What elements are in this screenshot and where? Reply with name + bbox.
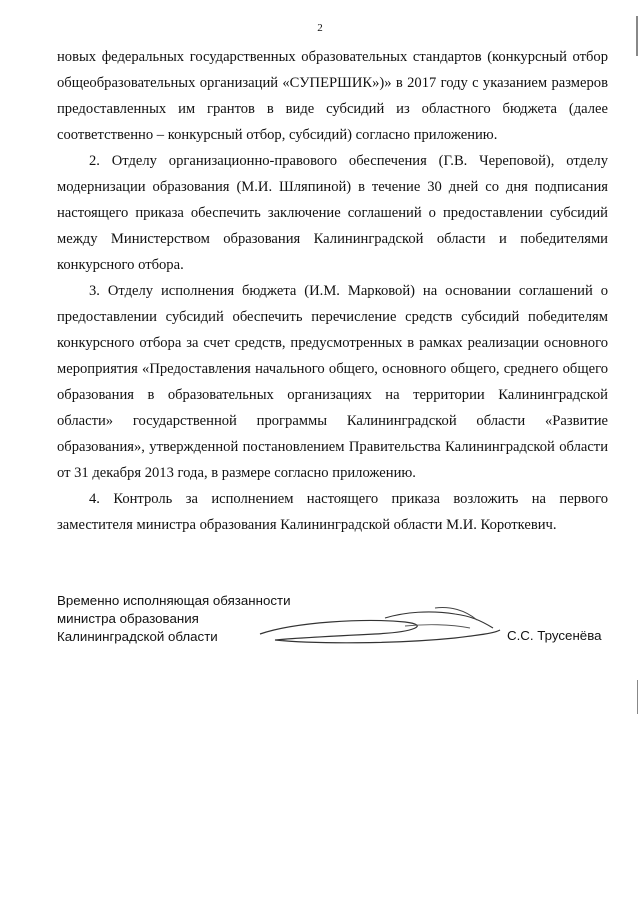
paragraph-4: 4. Контроль за исполнением настоящего приказа возложить на первого заместителя министра образования Калининградской области М.И. Короткевич. xyxy=(57,491,608,533)
signatory-title-line-1: Временно исполняющая обязанности xyxy=(57,593,291,608)
paragraph-3: 3. Отделу исполнения бюджета (И.М. Марковой) на основании соглашений о предоставлении субсидий обеспечить перечисление средств субсидий победителям конкурсного отбора за счет средств, предусмотренных в рамках реализации основного мероприятия «Предоставления начального общего, основного общего, среднего общего образования в образовательных организациях на территории Калининградской области» государственной программы Калининградской области «Развитие образования», утвержденной постановлением Правительства Калининградской области от 31 декабря 2013 года, в размере согласно приложению. xyxy=(57,283,608,481)
signatory-name: С.С. Трусенёва xyxy=(507,628,602,643)
scan-edge-mark xyxy=(636,16,638,56)
page-number: 2 xyxy=(317,22,323,34)
paragraph-1: новых федеральных государственных образовательных стандартов (конкурсный отбор общеобразовательных организаций «СУПЕРШИК»)» в 2017 году с указанием размеров предоставленных им грантов в виде субсидий из областного бюджета (далее соответственно – конкурсный отбор, субсидий) согласно приложению. xyxy=(57,49,608,143)
document-body xyxy=(57,44,608,538)
handwritten-signature xyxy=(255,600,505,650)
signatory-title-line-2: министра образования xyxy=(57,611,199,626)
paragraph-2: 2. Отделу организационно-правового обеспечения (Г.В. Череповой), отделу модернизации образования (М.И. Шляпиной) в течение 30 дней со дня подписания настоящего приказа обеспечить заключение соглашений о предоставлении субсидий между Министерством образования Калининградской области и победителями конкурсного отбора. xyxy=(57,153,608,273)
signatory-title-line-3: Калининградской области xyxy=(57,629,218,644)
scan-edge-mark xyxy=(637,680,638,714)
